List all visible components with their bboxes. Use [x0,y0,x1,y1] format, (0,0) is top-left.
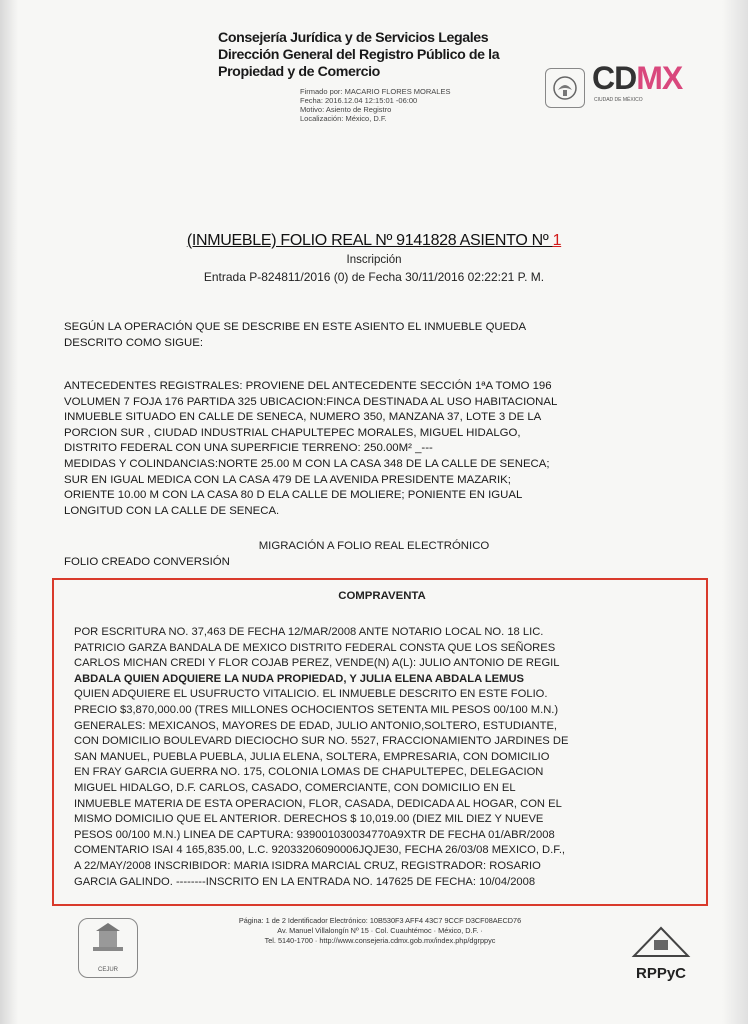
asiento-number: 1 [552,232,562,249]
folio-creado-line: FOLIO CREADO CONVERSIÓN [64,556,230,568]
compraventa-line: SAN MANUEL, PUEBLA PUEBLA, JULIA ELENA, SOLTERA, EMPRESARIA, CON DOMICILIO [74,750,550,763]
header-line-3: Propiedad y de Comercio [218,64,380,80]
compraventa-line: ABDALA QUIEN ADQUIERE LA NUDA PROPIEDAD, Y JULIA ELENA ABDALA LEMUS [74,672,525,685]
antecedentes-line: PORCION SUR , CIUDAD INDUSTRIAL CHAPULTEPEC MORALES, MIGUEL HIDALGO, [64,426,521,439]
cejur-logo [78,918,138,978]
rppyc-emblem-icon [626,922,696,962]
digital-signature-block [300,87,450,123]
cdmx-logo [592,60,682,97]
entrada-line: Entrada P-824811/2016 (0) de Fecha 30/11/2016 02:22:21 P. M. [203,270,545,284]
document-title [0,232,748,250]
cejur-label: CEJUR [97,967,118,973]
compraventa-line: EN FRAY GARCIA GUERRA NO. 175, COLONIA LOMAS DE CHAPULTEPEC, DELEGACION [74,766,544,779]
government-seal-icon [545,68,585,108]
rppyc-logo [626,922,696,982]
compraventa-line: CARLOS MICHAN CREDI Y FLOR COJAB PEREZ, VENDE(N) A(L): JULIO ANTONIO DE REGIL [74,657,560,670]
intro-line: DESCRITO COMO SIGUE: [64,336,204,349]
folio-creado [64,555,700,571]
compraventa-line: MIGUEL HIDALGO, D.F. CARLOS, CASADO, COMERCIANTE, CON DOMICILIO EN EL [74,781,516,794]
cdmx-logo-subtitle: CIUDAD DE MÉXICO [594,97,643,103]
compraventa-line: GARCIA GALINDO. --------INSCRITO EN LA ENTRADA NO. 147625 DE FECHA: 10/04/2008 [74,875,536,888]
footer-address: Av. Manuel Villalongín Nº 15 · Col. Cuauhtémoc · México, D.F. · [277,926,483,935]
page-edge-left [0,0,18,1024]
signature-location: Localización: México, D.F. [300,114,387,123]
compraventa-line: GENERALES: MEXICANOS, MAYORES DE EDAD, JULIO ANTONIO,SOLTERO, ESTUDIANTE, [74,719,558,732]
cdmx-logo-cd: CD [592,60,637,96]
header-line-1: Consejería Jurídica y de Servicios Legales [218,30,489,46]
header-line-2: Dirección General del Registro Público de la [218,47,500,63]
signature-reason: Motivo: Asiento de Registro [300,105,392,114]
compraventa-line: PESOS 00/100 M.N.) LINEA DE CAPTURA: 939001030034770A9XTR DE FECHA 01/ABR/2008 [74,828,555,841]
compraventa-line: CON DOMICILIO BOULEVARD DIECIOCHO SUR NO. 5527, FRACCIONAMIENTO JARDINES DE [74,735,569,748]
compraventa-text [74,625,694,890]
document-subtitle: Inscripción [346,254,402,266]
page-footer [150,916,610,946]
header-institution [218,30,548,81]
compraventa-line: PATRICIO GARZA BANDALA DE MEXICO DISTRITO FEDERAL CONSTA QUE LOS SEÑORES [74,641,556,654]
cdmx-logo-mx: MX [636,60,683,96]
signature-signed-by: Firmado por: MACARIO FLORES MORALES [300,87,451,96]
compraventa-title: COMPRAVENTA [338,590,426,602]
compraventa-line: QUIEN ADQUIERE EL USUFRUCTO VITALICIO. EL INMUEBLE DESCRITO EN ESTE FOLIO. [74,688,548,701]
antecedentes-line: ORIENTE 10.00 M CON LA CASA 80 D ELA CALLE DE MOLIERE; PONIENTE EN IGUAL [64,489,523,502]
signature-date: Fecha: 2016.12.04 12:15:01 -06:00 [300,96,418,105]
compraventa-line: POR ESCRITURA NO. 37,463 DE FECHA 12/MAR/2008 ANTE NOTARIO LOCAL NO. 18 LIC. [74,626,544,638]
cejur-emblem-icon [79,919,137,963]
footer-contact: Tel. 5140-1700 · http://www.consejeria.cdmx.gob.mx/index.php/dgrppyc [264,936,496,945]
intro-paragraph [64,320,700,351]
antecedentes-line: MEDIDAS Y COLINDANCIAS:NORTE 25.00 M CON LA CASA 348 DE LA CALLE DE SENECA; [64,457,550,470]
page-edge-right [722,0,748,1024]
antecedentes-line: VOLUMEN 7 FOJA 176 PARTIDA 325 UBICACION:FINCA DESTINADA AL USO HABITACIONAL [64,395,558,408]
antecedentes-line: ANTECEDENTES REGISTRALES: PROVIENE DEL ANTECEDENTE SECCIÓN 1ªA TOMO 196 [64,380,552,392]
compraventa-line: PRECIO $3,870,000.00 (TRES MILLONES OCHOCIENTOS SETENTA MIL PESOS 00/100 M.N.) [74,703,559,716]
antecedentes-line: LONGITUD CON LA CALLE DE SENECA. [64,504,280,517]
document-title-text: (INMUEBLE) FOLIO REAL Nº 9141828 ASIENTO Nº [186,232,553,249]
compraventa-line: A 22/MAY/2008 INSCRIBIDOR: MARIA ISIDRA MARCIAL CRUZ, REGISTRADOR: ROSARIO [74,859,541,872]
compraventa-line: INMUEBLE MATERIA DE ESTA OPERACION, FLOR, CASADA, DEDICADA AL HOGAR, CON EL [74,797,562,810]
antecedentes-line: SUR EN IGUAL MEDICA CON LA CASA 479 DE LA AVENIDA PRESIDENTE MAZARIK; [64,473,511,486]
antecedentes-paragraph [64,379,700,519]
intro-line: SEGÚN LA OPERACIÓN QUE SE DESCRIBE EN ESTE ASIENTO EL INMUEBLE QUEDA [64,321,527,333]
antecedentes-line: DISTRITO FEDERAL CON UNA SUPERFICIE TERRENO: 250.00M² _--- [64,442,433,455]
compraventa-line: MISMO DOMICILIO QUE EL ANTERIOR. DERECHOS $ 10,019.00 (DIEZ MIL DIEZ Y NUEVE [74,813,544,826]
compraventa-section [52,578,708,906]
rppyc-label: RPPyC [635,965,687,982]
migracion-heading: MIGRACIÓN A FOLIO REAL ELECTRÓNICO [258,540,490,552]
antecedentes-line: INMUEBLE SITUADO EN CALLE DE SENECA, NUMERO 350, MANZANA 37, LOTE 3 DE LA [64,411,542,424]
footer-page-id: Página: 1 de 2 Identificador Electrónico: 10B530F3 AFF4 43C7 9CCF D3CF08AECD76 [238,916,522,925]
compraventa-line: COMENTARIO ISAI 4 165,835.00, L.C. 92033206090006JQJE30, FECHA 26/03/08 MEXICO, D.F., [74,844,566,857]
